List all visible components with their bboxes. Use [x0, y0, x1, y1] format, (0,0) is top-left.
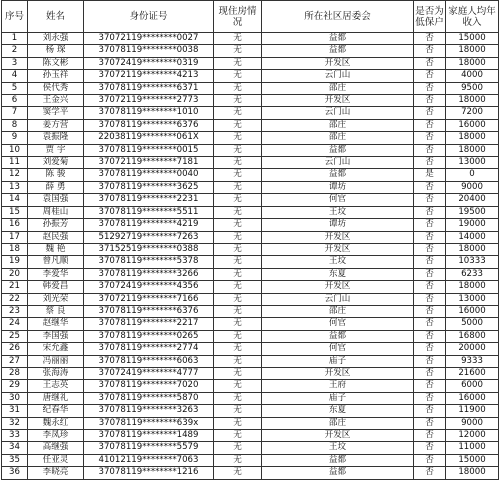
cell-name: 王金兴 — [28, 95, 84, 107]
cell-community: 何官 — [262, 318, 414, 330]
cell-community: 谭坊 — [262, 181, 414, 193]
cell-community: 邵庄 — [262, 119, 414, 131]
cell-housing: 无 — [214, 157, 262, 169]
cell-housing: 无 — [214, 243, 262, 255]
table-row — [2, 430, 499, 442]
cell-seq: 34 — [2, 442, 28, 454]
cell-income: 4000 — [446, 70, 499, 82]
table-row — [2, 293, 499, 305]
table-row — [2, 132, 499, 144]
cell-low-income: 否 — [414, 355, 446, 367]
cell-name: 韩爱昌 — [28, 281, 84, 293]
table-row — [2, 169, 499, 181]
cell-seq: 32 — [2, 417, 28, 429]
cell-id-number: 22038119********061X — [84, 132, 214, 144]
cell-seq: 7 — [2, 107, 28, 119]
cell-housing: 无 — [214, 268, 262, 280]
cell-income: 18000 — [446, 45, 499, 57]
cell-id-number: 37078119********5579 — [84, 442, 214, 454]
cell-housing: 无 — [214, 392, 262, 404]
cell-name: 李凤珍 — [28, 430, 84, 442]
cell-name: 曾凡顺 — [28, 256, 84, 268]
cell-id-number: 37078119********6063 — [84, 355, 214, 367]
cell-low-income: 否 — [414, 281, 446, 293]
table-row — [2, 355, 499, 367]
cell-income: 18000 — [446, 467, 499, 479]
cell-housing: 无 — [214, 119, 262, 131]
cell-seq: 3 — [2, 57, 28, 69]
cell-name: 贾 宇 — [28, 144, 84, 156]
cell-income: 15000 — [446, 33, 499, 45]
cell-low-income: 否 — [414, 380, 446, 392]
cell-low-income: 否 — [414, 33, 446, 45]
cell-low-income: 否 — [414, 219, 446, 231]
table-row — [2, 219, 499, 231]
cell-seq: 14 — [2, 194, 28, 206]
cell-name: 陈 骏 — [28, 169, 84, 181]
cell-housing: 无 — [214, 305, 262, 317]
cell-housing: 无 — [214, 417, 262, 429]
cell-income: 6000 — [446, 380, 499, 392]
cell-low-income: 否 — [414, 45, 446, 57]
cell-income: 10333 — [446, 256, 499, 268]
cell-low-income: 否 — [414, 442, 446, 454]
cell-community: 庙子 — [262, 392, 414, 404]
cell-income: 18000 — [446, 144, 499, 156]
cell-name: 唐继礼 — [28, 392, 84, 404]
cell-housing: 无 — [214, 194, 262, 206]
table-row — [2, 405, 499, 417]
table-row — [2, 243, 499, 255]
cell-low-income: 否 — [414, 206, 446, 218]
cell-seq: 31 — [2, 405, 28, 417]
cell-low-income: 否 — [414, 318, 446, 330]
cell-low-income: 否 — [414, 231, 446, 243]
cell-id-number: 37072419********4777 — [84, 367, 214, 379]
cell-id-number: 37078119********5870 — [84, 392, 214, 404]
cell-low-income: 否 — [414, 70, 446, 82]
cell-housing: 无 — [214, 57, 262, 69]
cell-income: 9000 — [446, 417, 499, 429]
cell-seq: 20 — [2, 268, 28, 280]
cell-housing: 无 — [214, 405, 262, 417]
cell-seq: 13 — [2, 181, 28, 193]
cell-community: 益都 — [262, 169, 414, 181]
header-name: 姓名 — [28, 1, 84, 33]
table-row — [2, 206, 499, 218]
table-row — [2, 57, 499, 69]
header-housing: 现住房情况 — [214, 1, 262, 33]
cell-low-income: 否 — [414, 107, 446, 119]
cell-id-number: 37078119********3625 — [84, 181, 214, 193]
cell-community: 邵庄 — [262, 132, 414, 144]
cell-housing: 无 — [214, 169, 262, 181]
cell-housing: 无 — [214, 442, 262, 454]
table-row — [2, 305, 499, 317]
cell-name: 任亚灵 — [28, 454, 84, 466]
cell-income: 6233 — [446, 268, 499, 280]
cell-low-income: 否 — [414, 256, 446, 268]
table-row — [2, 181, 499, 193]
cell-income: 0 — [446, 169, 499, 181]
cell-low-income: 否 — [414, 181, 446, 193]
cell-community: 开发区 — [262, 95, 414, 107]
cell-low-income: 否 — [414, 330, 446, 342]
cell-low-income: 否 — [414, 417, 446, 429]
cell-seq: 19 — [2, 256, 28, 268]
cell-name: 袁振隆 — [28, 132, 84, 144]
cell-income: 15000 — [446, 454, 499, 466]
cell-seq: 27 — [2, 355, 28, 367]
cell-name: 蔡 良 — [28, 305, 84, 317]
cell-low-income: 否 — [414, 293, 446, 305]
cell-community: 庙子 — [262, 355, 414, 367]
cell-community: 东夏 — [262, 268, 414, 280]
cell-community: 开发区 — [262, 243, 414, 255]
cell-name: 高继强 — [28, 442, 84, 454]
table-row — [2, 417, 499, 429]
cell-low-income: 否 — [414, 430, 446, 442]
cell-housing: 无 — [214, 454, 262, 466]
cell-id-number: 37078119********0040 — [84, 169, 214, 181]
table-header-row — [2, 1, 499, 33]
housing-applicant-table — [1, 0, 499, 480]
cell-low-income: 否 — [414, 405, 446, 417]
cell-low-income: 是 — [414, 169, 446, 181]
table-row — [2, 95, 499, 107]
cell-id-number: 37078119********639x — [84, 417, 214, 429]
cell-seq: 24 — [2, 318, 28, 330]
cell-income: 14000 — [446, 231, 499, 243]
cell-low-income: 否 — [414, 243, 446, 255]
cell-income: 20000 — [446, 343, 499, 355]
cell-low-income: 否 — [414, 132, 446, 144]
cell-id-number: 37072419********4356 — [84, 281, 214, 293]
cell-seq: 29 — [2, 380, 28, 392]
table-row — [2, 107, 499, 119]
cell-id-number: 37078119********2774 — [84, 343, 214, 355]
cell-community: 王府 — [262, 380, 414, 392]
cell-income: 7200 — [446, 107, 499, 119]
cell-housing: 无 — [214, 281, 262, 293]
table-row — [2, 367, 499, 379]
table-row — [2, 119, 499, 131]
cell-housing: 无 — [214, 181, 262, 193]
cell-low-income: 否 — [414, 82, 446, 94]
cell-income: 21600 — [446, 367, 499, 379]
cell-income: 18000 — [446, 95, 499, 107]
cell-id-number: 51292719********7263 — [84, 231, 214, 243]
cell-income: 9000 — [446, 181, 499, 193]
cell-income: 9500 — [446, 82, 499, 94]
cell-income: 18000 — [446, 281, 499, 293]
cell-seq: 33 — [2, 430, 28, 442]
cell-seq: 1 — [2, 33, 28, 45]
cell-community: 开发区 — [262, 367, 414, 379]
cell-community: 开发区 — [262, 281, 414, 293]
cell-income: 13000 — [446, 293, 499, 305]
cell-community: 邵庄 — [262, 305, 414, 317]
cell-community: 益都 — [262, 467, 414, 479]
cell-seq: 10 — [2, 144, 28, 156]
cell-low-income: 否 — [414, 343, 446, 355]
cell-housing: 无 — [214, 430, 262, 442]
cell-low-income: 否 — [414, 392, 446, 404]
cell-seq: 15 — [2, 206, 28, 218]
cell-income: 18000 — [446, 57, 499, 69]
cell-income: 9333 — [446, 355, 499, 367]
cell-community: 益都 — [262, 33, 414, 45]
cell-income: 16800 — [446, 330, 499, 342]
cell-community: 云门山 — [262, 70, 414, 82]
cell-seq: 18 — [2, 243, 28, 255]
cell-id-number: 37078119********2217 — [84, 318, 214, 330]
cell-name: 孙玉祥 — [28, 70, 84, 82]
cell-seq: 9 — [2, 132, 28, 144]
cell-community: 开发区 — [262, 231, 414, 243]
cell-low-income: 否 — [414, 467, 446, 479]
cell-id-number: 37072119********0027 — [84, 33, 214, 45]
cell-income: 20400 — [446, 194, 499, 206]
cell-income: 18000 — [446, 243, 499, 255]
cell-seq: 2 — [2, 45, 28, 57]
cell-community: 王坟 — [262, 442, 414, 454]
cell-community: 开发区 — [262, 57, 414, 69]
cell-id-number: 37152519********0388 — [84, 243, 214, 255]
cell-low-income: 否 — [414, 454, 446, 466]
cell-community: 邵庄 — [262, 417, 414, 429]
table-row — [2, 454, 499, 466]
cell-id-number: 37078119********5378 — [84, 256, 214, 268]
cell-housing: 无 — [214, 231, 262, 243]
cell-community: 益都 — [262, 144, 414, 156]
cell-name: 孙振芳 — [28, 219, 84, 231]
cell-housing: 无 — [214, 206, 262, 218]
cell-community: 王坟 — [262, 256, 414, 268]
cell-name: 陈文彬 — [28, 57, 84, 69]
table-row — [2, 330, 499, 342]
cell-community: 益都 — [262, 454, 414, 466]
cell-name: 周桂山 — [28, 206, 84, 218]
cell-housing: 无 — [214, 367, 262, 379]
cell-name: 张海涛 — [28, 367, 84, 379]
cell-id-number: 37078119********3266 — [84, 268, 214, 280]
cell-id-number: 37078119********1010 — [84, 107, 214, 119]
cell-name: 李国强 — [28, 330, 84, 342]
table-row — [2, 380, 499, 392]
cell-name: 冯丽丽 — [28, 355, 84, 367]
cell-low-income: 否 — [414, 305, 446, 317]
cell-community: 益都 — [262, 45, 414, 57]
table-row — [2, 70, 499, 82]
cell-seq: 23 — [2, 305, 28, 317]
cell-housing: 无 — [214, 355, 262, 367]
cell-name: 姜方营 — [28, 119, 84, 131]
cell-community: 云门山 — [262, 157, 414, 169]
cell-housing: 无 — [214, 82, 262, 94]
cell-housing: 无 — [214, 144, 262, 156]
cell-name: 李爱华 — [28, 268, 84, 280]
cell-id-number: 37078119********0038 — [84, 45, 214, 57]
cell-id-number: 37072119********7181 — [84, 157, 214, 169]
cell-seq: 12 — [2, 169, 28, 181]
cell-community: 云门山 — [262, 293, 414, 305]
table-row — [2, 194, 499, 206]
cell-housing: 无 — [214, 330, 262, 342]
cell-id-number: 37078119********6376 — [84, 119, 214, 131]
cell-low-income: 否 — [414, 57, 446, 69]
cell-housing: 无 — [214, 293, 262, 305]
cell-name: 王志英 — [28, 380, 84, 392]
cell-income: 11000 — [446, 442, 499, 454]
cell-seq: 11 — [2, 157, 28, 169]
table-row — [2, 268, 499, 280]
cell-id-number: 37072119********7166 — [84, 293, 214, 305]
cell-id-number: 37078119********1216 — [84, 467, 214, 479]
table-row — [2, 45, 499, 57]
cell-low-income: 否 — [414, 194, 446, 206]
table-row — [2, 82, 499, 94]
cell-id-number: 37078119********5511 — [84, 206, 214, 218]
cell-housing: 无 — [214, 70, 262, 82]
cell-name: 刘永强 — [28, 33, 84, 45]
cell-name: 侯代秀 — [28, 82, 84, 94]
cell-income: 16000 — [446, 392, 499, 404]
table-row — [2, 157, 499, 169]
cell-housing: 无 — [214, 380, 262, 392]
cell-community: 何官 — [262, 194, 414, 206]
cell-name: 袁国强 — [28, 194, 84, 206]
table-row — [2, 231, 499, 243]
cell-seq: 25 — [2, 330, 28, 342]
header-low-income: 是否为低保户 — [414, 1, 446, 33]
cell-housing: 无 — [214, 219, 262, 231]
cell-income: 12000 — [446, 430, 499, 442]
cell-seq: 21 — [2, 281, 28, 293]
cell-income: 13000 — [446, 157, 499, 169]
cell-seq: 8 — [2, 119, 28, 131]
table-body — [2, 33, 499, 480]
cell-id-number: 37078119********6371 — [84, 82, 214, 94]
cell-housing: 无 — [214, 132, 262, 144]
cell-income: 11900 — [446, 405, 499, 417]
header-community: 所在社区居委会 — [262, 1, 414, 33]
cell-seq: 36 — [2, 467, 28, 479]
cell-name: 窦学平 — [28, 107, 84, 119]
cell-low-income: 否 — [414, 119, 446, 131]
cell-housing: 无 — [214, 343, 262, 355]
cell-id-number: 37078119********0265 — [84, 330, 214, 342]
cell-id-number: 37078119********7020 — [84, 380, 214, 392]
cell-seq: 17 — [2, 231, 28, 243]
table-row — [2, 343, 499, 355]
cell-seq: 4 — [2, 70, 28, 82]
cell-seq: 35 — [2, 454, 28, 466]
cell-community: 开发区 — [262, 430, 414, 442]
cell-community: 邵庄 — [262, 82, 414, 94]
table-row — [2, 256, 499, 268]
cell-housing: 无 — [214, 107, 262, 119]
cell-name: 宋允鑫 — [28, 343, 84, 355]
cell-seq: 5 — [2, 82, 28, 94]
cell-id-number: 37078119********2231 — [84, 194, 214, 206]
cell-income: 16000 — [446, 305, 499, 317]
cell-id-number: 37078119********6376 — [84, 305, 214, 317]
cell-community: 王坟 — [262, 206, 414, 218]
cell-low-income: 否 — [414, 367, 446, 379]
table-row — [2, 281, 499, 293]
cell-housing: 无 — [214, 318, 262, 330]
cell-income: 19500 — [446, 206, 499, 218]
table-row — [2, 33, 499, 45]
cell-low-income: 否 — [414, 144, 446, 156]
cell-low-income: 否 — [414, 268, 446, 280]
cell-seq: 26 — [2, 343, 28, 355]
cell-seq: 28 — [2, 367, 28, 379]
cell-housing: 无 — [214, 45, 262, 57]
cell-seq: 30 — [2, 392, 28, 404]
cell-community: 益都 — [262, 330, 414, 342]
cell-housing: 无 — [214, 33, 262, 45]
cell-income: 18000 — [446, 132, 499, 144]
cell-id-number: 37078119********1489 — [84, 430, 214, 442]
cell-seq: 6 — [2, 95, 28, 107]
cell-id-number: 37078119********3263 — [84, 405, 214, 417]
table-row — [2, 467, 499, 479]
header-seq: 序号 — [2, 1, 28, 33]
cell-name: 魏永红 — [28, 417, 84, 429]
cell-housing: 无 — [214, 95, 262, 107]
cell-id-number: 41012119********7063 — [84, 454, 214, 466]
cell-community: 东夏 — [262, 405, 414, 417]
table-row — [2, 392, 499, 404]
cell-name: 杨 琛 — [28, 45, 84, 57]
cell-name: 刘光荣 — [28, 293, 84, 305]
cell-name: 李晓亮 — [28, 467, 84, 479]
header-id-number: 身份证号 — [84, 1, 214, 33]
cell-housing: 无 — [214, 256, 262, 268]
cell-id-number: 37078119********4219 — [84, 219, 214, 231]
cell-low-income: 否 — [414, 157, 446, 169]
cell-id-number: 37072419********0319 — [84, 57, 214, 69]
cell-community: 谭坊 — [262, 219, 414, 231]
cell-seq: 16 — [2, 219, 28, 231]
cell-id-number: 37072119********4213 — [84, 70, 214, 82]
cell-id-number: 37072119********2773 — [84, 95, 214, 107]
cell-name: 刘爱菊 — [28, 157, 84, 169]
cell-name: 赵继华 — [28, 318, 84, 330]
cell-name: 赵民强 — [28, 231, 84, 243]
cell-income: 16000 — [446, 119, 499, 131]
cell-name: 纪春华 — [28, 405, 84, 417]
header-income: 家庭人均年收入 — [446, 1, 499, 33]
cell-name: 薛 勇 — [28, 181, 84, 193]
cell-income: 19000 — [446, 219, 499, 231]
cell-name: 魏 艳 — [28, 243, 84, 255]
table-row — [2, 442, 499, 454]
cell-id-number: 37078119********0015 — [84, 144, 214, 156]
table-row — [2, 318, 499, 330]
cell-income: 5000 — [446, 318, 499, 330]
cell-housing: 无 — [214, 467, 262, 479]
table-row — [2, 144, 499, 156]
cell-community: 何官 — [262, 343, 414, 355]
cell-seq: 22 — [2, 293, 28, 305]
cell-low-income: 否 — [414, 95, 446, 107]
cell-community: 云门山 — [262, 107, 414, 119]
